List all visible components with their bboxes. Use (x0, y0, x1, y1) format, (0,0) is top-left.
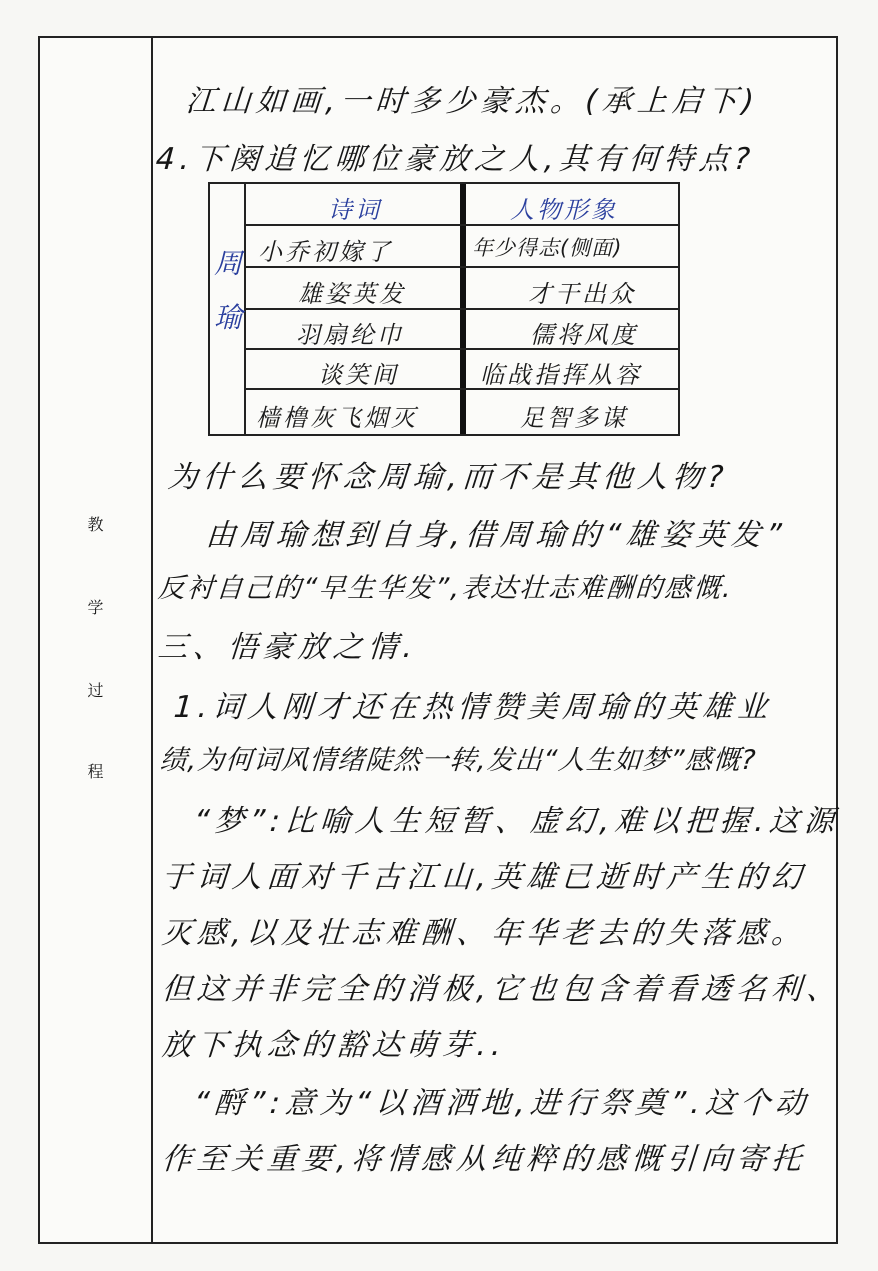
handwritten-line: 于词人面对千古江山,英雄已逝时产生的幻 (160, 860, 808, 895)
section-label-char: 教 (87, 515, 104, 534)
person-cell (210, 184, 246, 434)
handwritten-line: 江山如画,一时多少豪杰。(承上启下) (184, 84, 760, 119)
handwritten-question: 绩,为何词风情绪陡然一转,发出“人生如梦”感慨? (158, 745, 758, 776)
table-cell-image: 才干出众 (528, 280, 636, 308)
section-heading: 三、悟豪放之情. (156, 630, 419, 665)
handwritten-line: 反衬自己的“早生华发”,表达壮志难酬的感慨. (156, 573, 735, 604)
handwritten-line: 但这并非完全的消极,它也包含着看透名利、 (160, 972, 843, 1007)
handwritten-question: 1.词人刚才还在热情赞美周瑜的英雄业 (172, 690, 774, 725)
section-label-column (40, 38, 153, 1242)
table-cell-poem: 羽扇纶巾 (296, 321, 404, 349)
person-char: 周 (214, 247, 243, 280)
table-cell-image: 临战指挥从容 (480, 361, 642, 389)
handwritten-line: 作至关重要,将情感从纯粹的感慨引向寄托 (160, 1142, 808, 1177)
zhouyu-table (208, 182, 680, 436)
handwritten-line: 灭感,以及壮志难酬、年华老去的失落感。 (160, 916, 808, 951)
handwritten-question: 4.下阕追忆哪位豪放之人,其有何特点? (154, 142, 757, 177)
handwritten-line: 放下执念的豁达萌芽.. (160, 1028, 508, 1063)
table-cell-image: 年少得志(侧面) (472, 236, 623, 260)
table-header-image: 人物形象 (510, 196, 618, 224)
table-cell-poem: 谈笑间 (318, 361, 399, 389)
handwritten-line: “酹”:意为“以酒洒地,进行祭奠”.这个动 (192, 1086, 812, 1121)
table-cell-poem: 雄姿英发 (298, 280, 406, 308)
table-cell-poem: 樯橹灰飞烟灭 (256, 404, 418, 432)
section-label-char: 过 (87, 681, 104, 700)
table-header-poem: 诗词 (328, 196, 382, 224)
section-label-char: 学 (87, 598, 104, 617)
handwritten-question: 为什么要怀念周瑜,而不是其他人物? (166, 460, 730, 495)
lesson-plan-sheet (38, 36, 843, 1244)
table-cell-image: 足智多谋 (520, 404, 628, 432)
person-char: 瑜 (214, 301, 243, 334)
table-cell-poem: 小乔初嫁了 (258, 238, 393, 266)
handwritten-line: 由周瑜想到自身,借周瑜的“雄姿英发” (204, 518, 788, 553)
section-label-char: 程 (87, 762, 104, 781)
handwritten-line: “梦”:比喻人生短暂、虚幻,难以把握.这源 (192, 804, 841, 839)
table-cell-image: 儒将风度 (530, 321, 638, 349)
